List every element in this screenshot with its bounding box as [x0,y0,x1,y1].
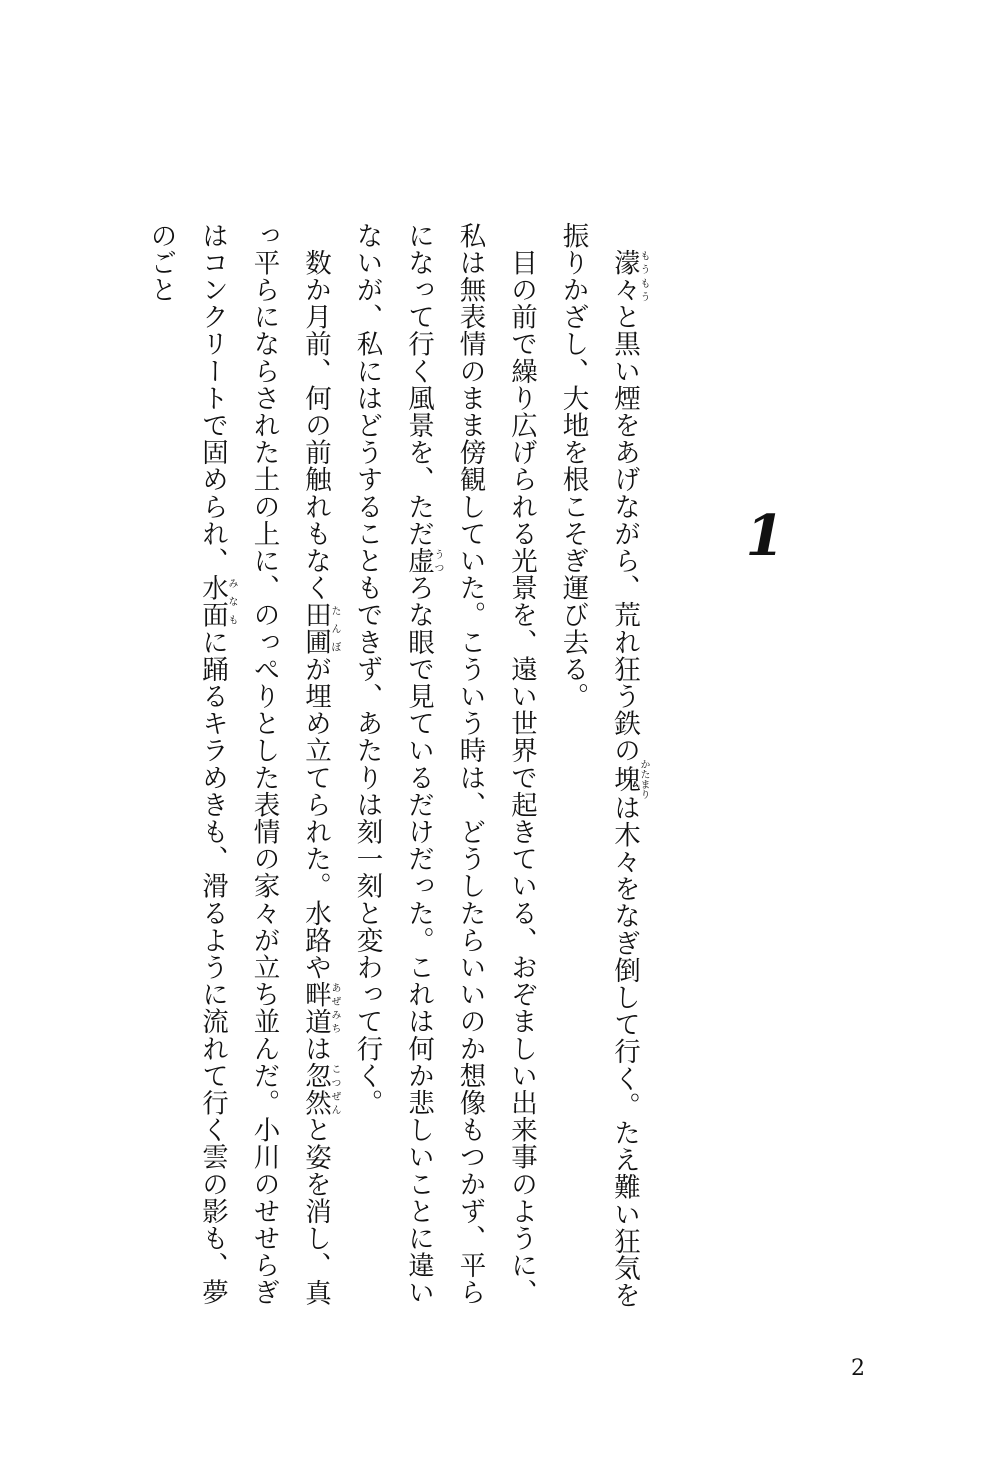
text-run: は木々をなぎ倒して行く。たえ難い狂気を振りかざし、大地を根こそぎ運び去る。 [557,222,640,1309]
body-text [130,222,650,1312]
ruby-reading: みなも [226,574,237,629]
text-run: に踊るキラめきも、滑るように流れて行く雲の影も、夢のごと [145,222,228,1307]
ruby-reading: こつぜん [329,1062,340,1117]
ruby-reading: かたまり [638,759,649,800]
paragraph [135,222,341,1312]
ruby-word: 水面みなも [197,574,237,629]
ruby-word: 畔道あぜみち [300,980,340,1036]
text-run: と黒い煙をあげながら、荒れ狂う鉄の [609,303,640,765]
ruby-word: 塊かたまり [609,759,649,800]
page-number: 2 [851,1356,865,1381]
paragraph [341,222,547,1312]
text-run: と姿を消し、真っ平らにならされた土の上に、のっぺりとした表情の家々が立ち並んだ。小川のせせらぎはコンクリートで固められ、 [197,222,331,1307]
ruby-word: 忽然こつぜん [300,1062,340,1117]
ruby-word: 虚うつ [403,547,443,575]
text-run: 数か月前、何の前触れもなく [300,249,331,602]
ruby-reading: うつ [432,547,443,575]
text-run: は [300,1035,331,1063]
ruby-word: 濛々もうもう [609,249,649,304]
ruby-reading: たんぼ [329,601,340,656]
ruby-reading: もうもう [638,249,649,304]
text-run: が埋め立てられた。水路や [300,655,331,981]
ruby-reading: あぜみち [329,980,340,1036]
text-run: 目の前で繰り広げられる光景を、遠い世界で起きている、おぞましい出来事のように、私は無表情のまま傍観していた。こういう時は、どうしたらいいのか想像もつかず、平らになって行く風景を、ただ [403,222,537,1307]
text-run: ろな眼で見ているだけだった。これは何か悲しいことに違いないが、私にはどうすることもできず、あたりは刻一刻と変わって行く。 [351,222,434,1307]
ruby-word: 田圃たんぼ [300,601,340,656]
paragraph [547,222,650,1312]
chapter-number: 1 [745,503,785,569]
